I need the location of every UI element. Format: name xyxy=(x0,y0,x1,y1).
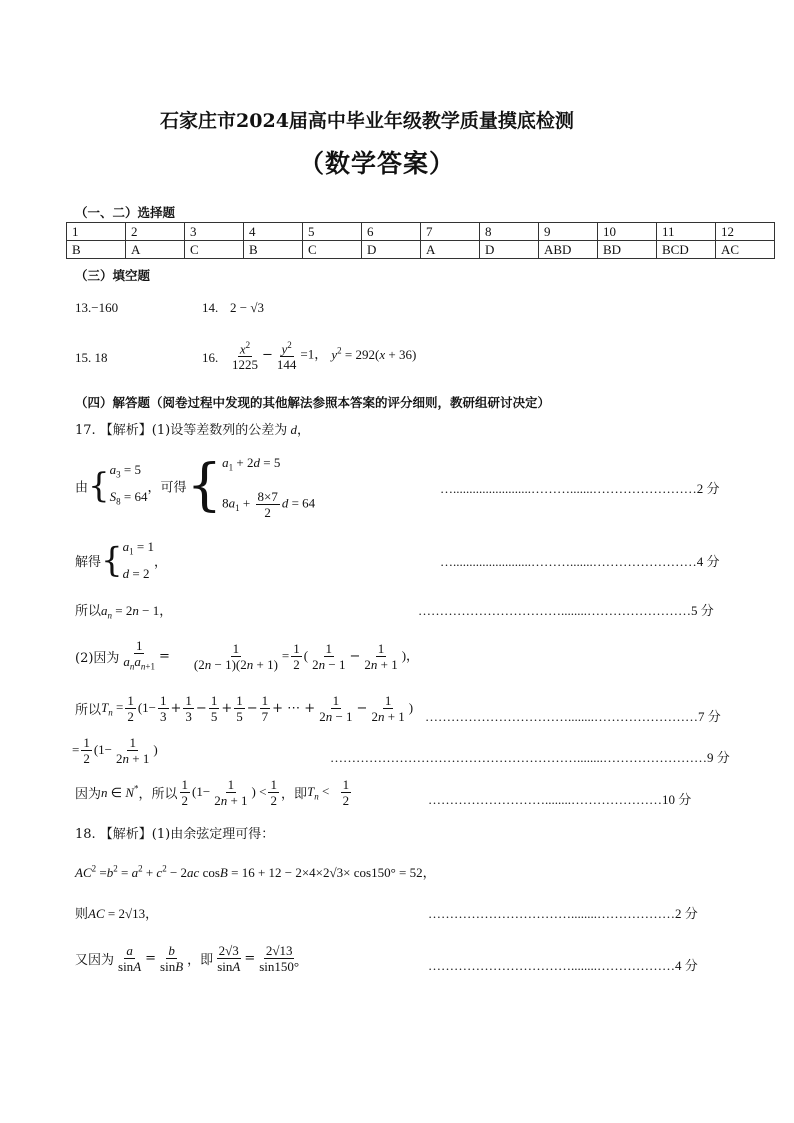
q17-so-t-label: 所以 xyxy=(75,703,102,718)
section-solve-heading: （四）解答题（阅卷过程中发现的其他解法参照本答案的评分细则，教研组研讨决定） xyxy=(75,395,551,410)
q17-solve-label: 解得 xyxy=(75,554,102,570)
q18-sine-law: 又因为 $\frac{a}{\sin A}$ = $\frac{b}{\sin B}$ ，即 $\frac{2√3}{\sin A}$ = $\frac{2√13}{\sin 150^\circ}$ xyxy=(75,943,300,974)
q18-then-label: 则 xyxy=(75,907,89,922)
q18-score-2: ……………………………........………………2 分 xyxy=(428,906,698,921)
q17-system: 由{ $a_3 = 5$ $S_8 = 64$ ，可得{ $a_1 + 2d = 5$ $8a_1$ + $\frac{8\times 7}{2}$ d = 64 xyxy=(75,452,316,520)
answer-table-answers-row xyxy=(67,241,775,259)
table-cell: 5 xyxy=(303,223,362,241)
q17-tn-result: = $\frac{1}{2}$ (1− $\frac{1}{2n + 1}$ ) xyxy=(72,735,158,766)
q18-ie-label: ，即 xyxy=(187,953,214,968)
q17-score-5: ……………………………........……………………5 分 xyxy=(418,603,714,618)
q17-conclusion: 因为n ∈ N*，所以 $\frac{1}{2}$ (1− $\frac{1}{2n + 1}$ ) < $\frac{1}{2}$ ，即$T_n$ < $\frac{1}{2}$ xyxy=(75,777,350,808)
q17-from-label: 由 xyxy=(75,480,89,496)
q17-because-label: (2)因为 xyxy=(75,650,120,666)
table-cell: 4 xyxy=(244,223,303,241)
q17-score-2: …........................……….......……………………2 分 xyxy=(440,481,720,496)
table-cell: 7 xyxy=(421,223,480,241)
q18-heading: 18. 【解析】(1)由余弦定理可得： xyxy=(75,827,275,842)
q17-heading: 17. 【解析】(1)设等差数列的公差为 d， xyxy=(75,422,310,438)
q18-cosine-law: $AC^2 =b^2 = a^2 + c^2 - 2ac$ cosB = 16 + 12 − 2×4×2√3× cos150° = 52， xyxy=(75,863,436,880)
q17-general-term: 所以$a_n = 2n - 1$， xyxy=(75,603,173,621)
table-cell: A xyxy=(126,241,185,259)
table-cell: AC xyxy=(716,241,775,259)
table-cell: 9 xyxy=(539,223,598,241)
q17-score-10: ………………………........…………………10 分 xyxy=(428,792,692,807)
table-cell: BCD xyxy=(657,241,716,259)
q17-part2-split: (2)因为 $\frac{1}{a_na_{n+1}}$ = $\frac{1}{(2n - 1)(2n + 1)}$ = $\frac{1}{2}$ ( $\frac{1}{2n - 1}$ − $\frac{1}{2n + 1}$ )， xyxy=(75,638,420,672)
fill-answer-16-label: 16. xyxy=(202,350,219,365)
q17-tn-sum: 所以$T_n$ = $\frac{1}{2}$ (1− $\frac{1}{3}$ + $\frac{1}{3}$ − $\frac{1}{5}$ + $\frac{1}{5}$ − $\frac{1}{7}$ + ⋯ + $\frac{1}{2n - 1}$ − $\frac{1}{2n + 1}$ ) xyxy=(75,693,414,724)
page-subtitle: （数学答案） xyxy=(298,149,455,178)
q17-get-label: ，可得 xyxy=(147,480,187,496)
fill-answer-14-value: 2 − √3 xyxy=(230,300,264,315)
q17-so3-label: ，所以 xyxy=(138,787,178,802)
q17-ie-label: ，即 xyxy=(280,787,307,802)
table-cell: A xyxy=(421,241,480,259)
q17-heading-text: 17. 【解析】(1)设等差数列的公差为 xyxy=(75,423,288,438)
q17-score-7: ……………………………........……………………7 分 xyxy=(425,709,721,724)
table-cell: C xyxy=(185,241,244,259)
q17-because3-label: 因为 xyxy=(75,787,102,802)
q18-score-4: ……………………………........………………4 分 xyxy=(428,958,698,973)
answer-table-numbers-row xyxy=(67,223,775,241)
table-cell: 6 xyxy=(362,223,421,241)
q17-score-4: …........................……….......……………………4 分 xyxy=(440,554,720,569)
q17-score-9: …………………………………………………........……………………9 分 xyxy=(330,750,730,765)
table-cell: C xyxy=(303,241,362,259)
q17-so-label: 所以 xyxy=(75,604,102,619)
table-cell: 8 xyxy=(480,223,539,241)
table-cell: ABD xyxy=(539,241,598,259)
table-cell: 10 xyxy=(598,223,657,241)
fill-answer-16-formula: $\frac{x^2}{1225}$ − $\frac{y^2}{144}$ =1， $y^2 = 292(x + 36)$ xyxy=(232,340,417,373)
section-fill-heading: （三）填空题 xyxy=(75,268,151,283)
table-cell: B xyxy=(244,241,303,259)
fill-answer-15: 15. 18 xyxy=(75,350,108,365)
table-cell: D xyxy=(362,241,421,259)
q18-also-label: 又因为 xyxy=(75,953,115,968)
fill-answer-13: 13.−160 xyxy=(75,300,119,315)
table-cell: 11 xyxy=(657,223,716,241)
table-cell: BD xyxy=(598,241,657,259)
q18-ac-value: 则AC = 2√13， xyxy=(75,906,159,922)
table-cell: 3 xyxy=(185,223,244,241)
table-cell: 1 xyxy=(67,223,126,241)
table-cell: B xyxy=(67,241,126,259)
q17-solution: 解得{ $a_1 = 1$ d = 2 ， xyxy=(75,539,168,581)
page-title: 石家庄市2024届高中毕业年级教学质量摸底检测 xyxy=(160,110,574,132)
table-cell: 2 xyxy=(126,223,185,241)
section-choice-heading: （一、二）选择题 xyxy=(75,205,176,220)
table-cell: D xyxy=(480,241,539,259)
fill-answer-14-label: 14. xyxy=(202,300,219,315)
answer-table xyxy=(66,222,775,259)
table-cell: 12 xyxy=(716,223,775,241)
